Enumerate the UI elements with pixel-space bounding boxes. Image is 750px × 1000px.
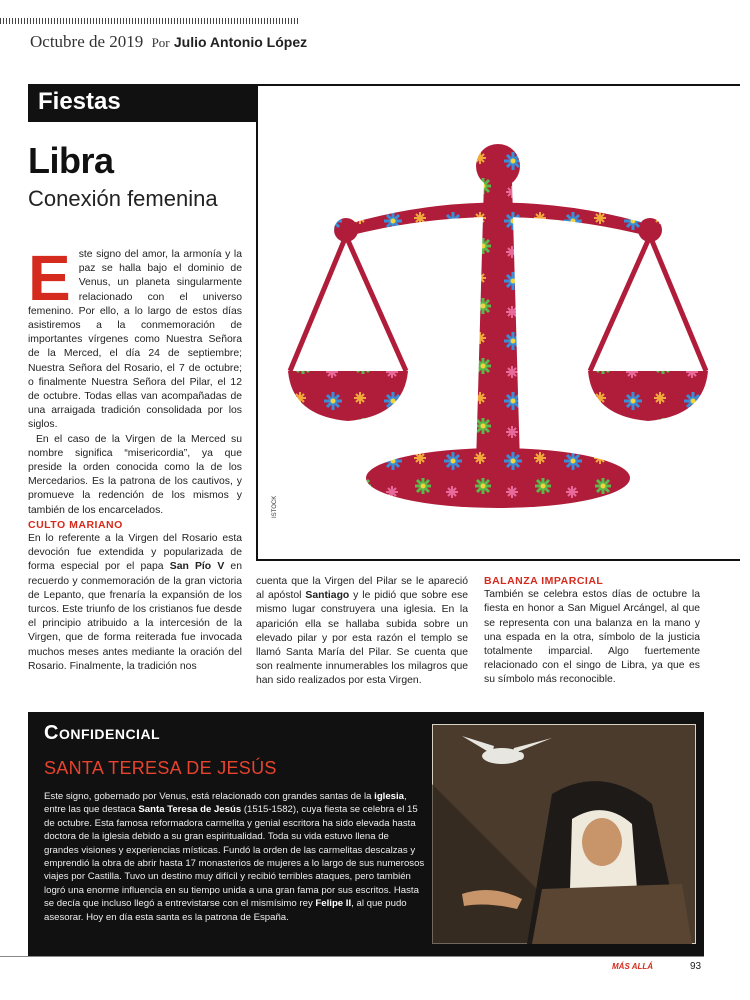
column-3 bbox=[484, 568, 700, 688]
image-credit: ISTOCK bbox=[272, 495, 278, 518]
confidencial-text: Este signo, gobernado por Venus, está relacionado con grandes santas de la iglesia, entre las que destaca Santa Teresa de Jesús (1515-1582), cuya fiesta se celebra el 15 de octubre. Esta famosa reformadora carmelita y genial escritora ha sido elevada hasta doctora de la iglesia debido a su gran espiritualidad. Toda su vida estuvo llena de grandes visiones y experiencias místicas. Fundó la orden de las carmelitas descalzas y emprendió la obra de abrir hasta 17 monasterios de mujeres a lo largo de sus numerosos viajes por Castilla. Tuvo un destino muy difícil y recibió terribles ataques, pero también logró una enorme influencia en su tiempo unida a una gran fama por sus escritos. Hasta se decía que incluso llegó a entrevistarse con el mismísimo rey Felipe II, al que pudo asesorar. Hoy en día esta santa es la patrona de España. bbox=[44, 791, 425, 923]
balanza-heading: BALANZA IMPARCIAL bbox=[484, 575, 604, 587]
article-subtitle: Conexión femenina bbox=[28, 186, 218, 211]
libra-scale-illustration bbox=[258, 86, 740, 559]
confidencial-subtitle: SANTA TERESA DE JESÚS bbox=[44, 758, 277, 778]
confidencial-title: Confidencial bbox=[44, 722, 161, 744]
right-string-b bbox=[650, 236, 706, 371]
magazine-brand: MÁS ALLÁ bbox=[612, 962, 654, 971]
balanza-paragraph: También se celebra estos días de octubre la fiesta en honor a San Miguel Arcángel, al que se representa con una balanza en la mano y una espada en la otra, símbolo de la justicia totalmente imparcial. Algo fuertemente relacionado con el singo de Libra, ya que es su símbolo más reconocible. bbox=[484, 589, 700, 686]
scale-left-pan bbox=[288, 371, 408, 421]
merced-paragraph: En el caso de la Virgen de la Merced su nombre significa “misericordia”, ya que preside la orden conocida como la de los Mercedarios. Es la patrona de los cautivos, y promueve la redención de los mismos y también de los encarcelados. bbox=[28, 433, 242, 516]
byline bbox=[30, 32, 307, 52]
byline-por: Por bbox=[151, 35, 170, 50]
article-title: Libra bbox=[28, 140, 114, 181]
culto-paragraph: En lo referente a la Virgen del Rosario esta devoción fue extendida y popularizada de forma especial por el papa San Pío V en recuerdo y conmemoración de la gran victoria de Lepanto, que frenaría la expansión de los turcos. Este triunfo de los cristianos fue desde el principio atribuido a la intercesión de la Virgen, que de forma reiterada fue invocada muchos meses antes mediante la oración del Rosario. Finalmente, la tradición nos bbox=[28, 533, 242, 672]
left-string-a bbox=[290, 236, 346, 371]
confidencial-box bbox=[28, 712, 704, 956]
column-1 bbox=[28, 242, 242, 674]
author-name: Julio Antonio López bbox=[173, 34, 308, 50]
pilar-paragraph: cuenta que la Virgen del Pilar se le apareció al apóstol Santiago y le pidió que sobre ese mismo lugar construyera una iglesia. En la aparición ella se hallaba subida sobre un elevado pilar y por esta razón el templo se llamó Santa María del Pilar. Se cuenta que son realmente innumerables los milagros que han sido realizados por esta Virgen. bbox=[256, 576, 468, 687]
intro-paragraph: Este signo del amor, la armonía y la paz se halla bajo el dominio de Venus, un planeta singularmente relacionado con el universo femenino. Por ello, a lo largo de estos días asistiremos a la conmemoración de importantes vírgenes como Nuestra Señora de la Merced, el día 24 de septiembre; Nuestra Señora del Rosario, el 7 de octubre; o finalmente Nuestra Señora del Pilar, el 12 de octubre. Todas ellas van acompañadas de una arraigada tradición consolidada por los siglos. bbox=[28, 242, 242, 431]
habit bbox=[532, 884, 692, 944]
top-hatch-bar bbox=[0, 18, 300, 24]
drop-cap: E bbox=[28, 242, 71, 314]
scale-column bbox=[476, 181, 520, 464]
santa-teresa-painting bbox=[432, 724, 696, 944]
footer-rule bbox=[0, 956, 704, 957]
column-2 bbox=[256, 575, 468, 689]
scale-base bbox=[366, 448, 630, 508]
right-string-a bbox=[590, 236, 650, 371]
scale-right-pan bbox=[588, 371, 708, 421]
face bbox=[582, 818, 622, 866]
image-frame-bottom bbox=[258, 559, 740, 561]
left-string-b bbox=[346, 236, 406, 371]
page-number: 93 bbox=[690, 961, 702, 972]
section-label: Fiestas bbox=[28, 84, 257, 122]
culto-heading: CULTO MARIANO bbox=[28, 518, 123, 531]
issue-date: Octubre de 2019 bbox=[30, 32, 144, 51]
